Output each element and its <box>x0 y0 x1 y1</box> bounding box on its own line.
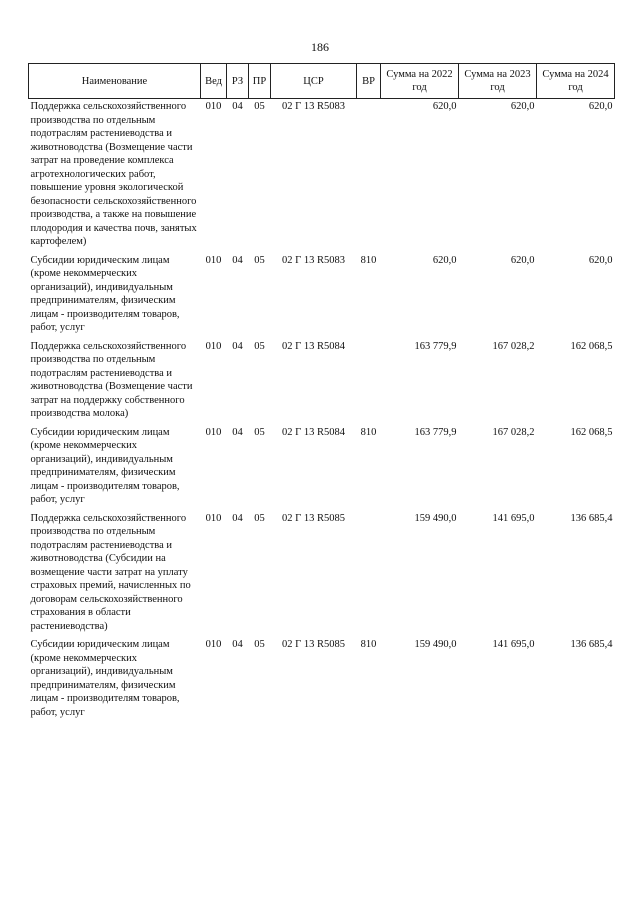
row-pr: 05 <box>254 101 265 112</box>
row-sum-2024: 136 685,4 <box>570 512 613 524</box>
row-sum-2024: 162 068,5 <box>570 340 613 352</box>
page-number: 186 <box>311 40 329 54</box>
row-rz: 04 <box>232 426 243 438</box>
row-sum-2022: 620,0 <box>432 254 457 266</box>
row-rz: 04 <box>232 101 243 112</box>
budget-table <box>28 63 615 723</box>
row-rz: 04 <box>232 340 243 352</box>
header-pr: ПР <box>249 64 271 99</box>
row-vr <box>357 511 381 638</box>
header-name: Наименование <box>29 64 201 99</box>
row-sum-2022: 620,0 <box>432 101 457 112</box>
table-row <box>29 637 615 723</box>
row-pr: 05 <box>254 340 265 352</box>
row-sum-2023: 141 695,0 <box>492 512 535 524</box>
table-row <box>29 99 615 253</box>
row-rz: 04 <box>232 512 243 524</box>
row-sum-2022: 159 490,0 <box>414 512 457 524</box>
row-csr: 02 Г 13 R5084 <box>282 426 345 438</box>
row-vr <box>357 99 381 253</box>
row-sum-2022: 163 779,9 <box>414 426 457 438</box>
row-sum-2023: 620,0 <box>510 254 535 266</box>
row-ved: 010 <box>205 340 222 352</box>
row-vr <box>357 339 381 425</box>
row-vr: 810 <box>360 254 377 266</box>
row-rz: 04 <box>232 639 243 650</box>
header-vr: ВР <box>357 64 381 99</box>
row-pr: 05 <box>254 512 265 524</box>
header-rz: РЗ <box>227 64 249 99</box>
row-csr: 02 Г 13 R5083 <box>282 254 345 266</box>
row-sum-2024: 620,0 <box>588 254 613 266</box>
table-body <box>29 99 615 724</box>
row-sum-2023: 141 695,0 <box>492 639 535 650</box>
row-sum-2024: 620,0 <box>588 101 613 112</box>
row-pr: 05 <box>254 639 265 650</box>
table-row <box>29 511 615 638</box>
row-csr: 02 Г 13 R5083 <box>282 101 345 112</box>
row-sum-2022: 159 490,0 <box>414 639 457 650</box>
row-rz: 04 <box>232 254 243 266</box>
row-ved: 010 <box>205 639 222 650</box>
table-header <box>29 64 615 99</box>
header-sum-2022: Сумма на 2022 год <box>381 64 459 99</box>
row-name: Поддержка сельскохозяйственного производства по отдельным подотраслям растениеводства и животноводства (Субсидии на возмещение части затрат на уплату страховых премий, начисленных по договорам сельскохозяйственного страхования в области растениеводства) <box>30 512 191 632</box>
table-row <box>29 339 615 425</box>
row-sum-2022: 163 779,9 <box>414 340 457 352</box>
header-csr: ЦСР <box>271 64 357 99</box>
row-sum-2024: 136 685,4 <box>570 639 613 650</box>
header-ved: Вед <box>201 64 227 99</box>
row-name: Поддержка сельскохозяйственного производства по отдельным подотраслям растениеводства и животноводства (Возмещение части затрат на проведение комплекса агротехнологических работ, повышение уровня экологической безопасности сельскохозяйственного производства, а также на повышение плодородия и качества почв, занятых картофелем) <box>30 101 197 247</box>
row-vr: 810 <box>360 639 377 650</box>
row-pr: 05 <box>254 426 265 438</box>
row-csr: 02 Г 13 R5084 <box>282 340 345 352</box>
row-pr: 05 <box>254 254 265 266</box>
row-name: Субсидии юридическим лицам (кроме некоммерческих организаций), индивидуальным предпринимателям, физическим лицам - производителям товаров, работ, услуг <box>30 639 180 718</box>
row-sum-2023: 167 028,2 <box>492 340 535 352</box>
header-sum-2024: Сумма на 2024 год <box>537 64 615 99</box>
row-sum-2023: 167 028,2 <box>492 426 535 438</box>
header-sum-2023: Сумма на 2023 год <box>459 64 537 99</box>
row-ved: 010 <box>205 254 222 266</box>
row-sum-2024: 162 068,5 <box>570 426 613 438</box>
table-row <box>29 253 615 339</box>
row-csr: 02 Г 13 R5085 <box>282 639 345 650</box>
row-name: Субсидии юридическим лицам (кроме некоммерческих организаций), индивидуальным предпринимателям, физическим лицам - производителям товаров, работ, услуг <box>30 426 180 505</box>
row-sum-2023: 620,0 <box>510 101 535 112</box>
row-csr: 02 Г 13 R5085 <box>282 512 345 524</box>
row-vr: 810 <box>360 426 377 438</box>
table-row <box>29 425 615 511</box>
row-ved: 010 <box>205 101 222 112</box>
row-ved: 010 <box>205 512 222 524</box>
row-name: Субсидии юридическим лицам (кроме некоммерческих организаций), индивидуальным предпринимателям, физическим лицам - производителям товаров, работ, услуг <box>30 254 180 333</box>
row-ved: 010 <box>205 426 222 438</box>
row-name: Поддержка сельскохозяйственного производства по отдельным подотраслям растениеводства и животноводства (Возмещение части затрат на поддержку собственного производства молока) <box>30 340 193 419</box>
